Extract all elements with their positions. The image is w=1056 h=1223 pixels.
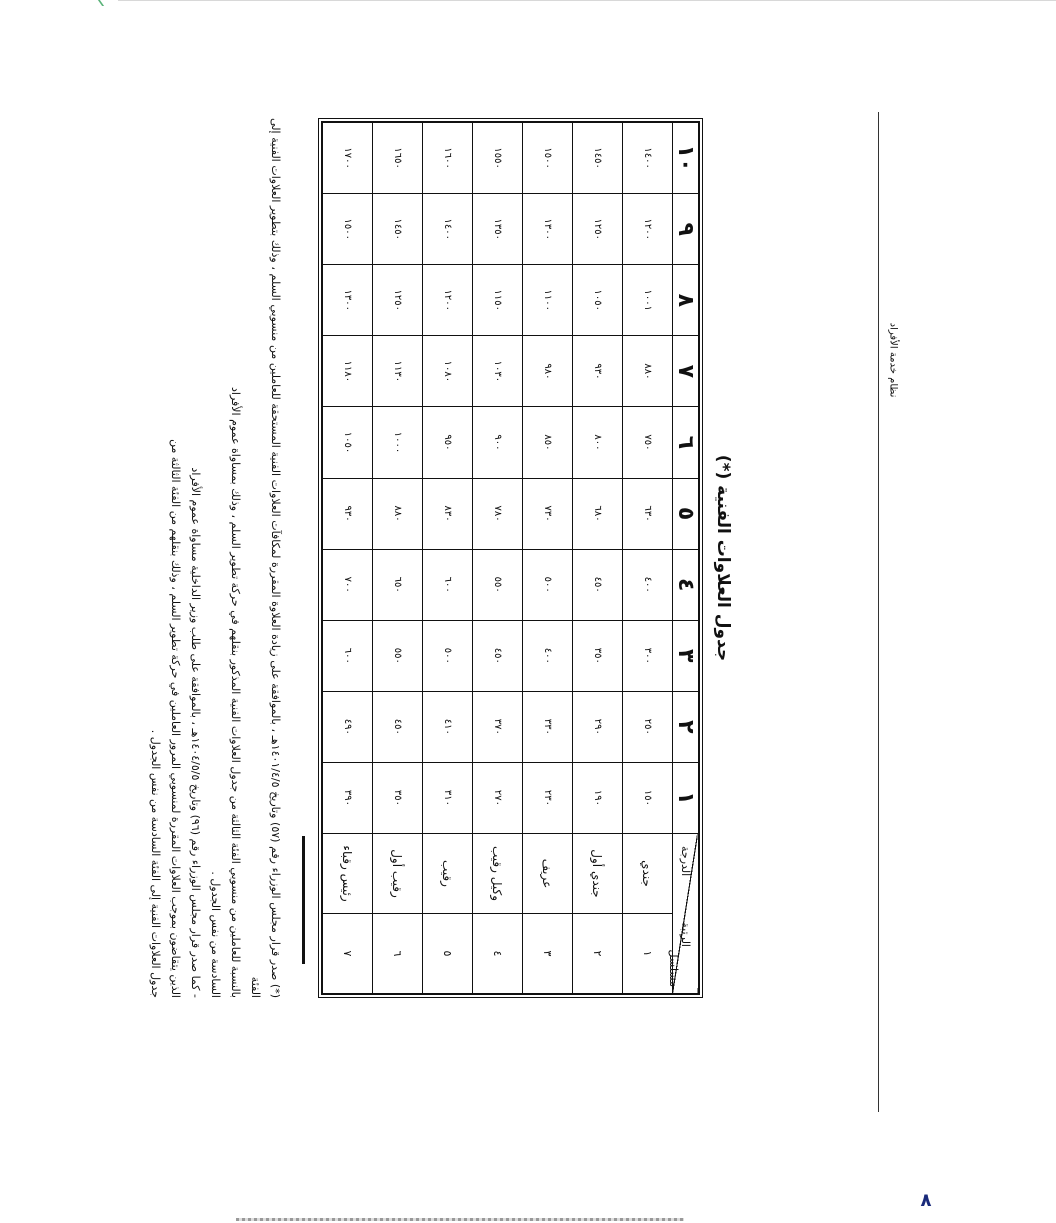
allowance-value-cell: ٣٧٠ (473, 691, 523, 762)
row-seq-cell: ٤ (473, 914, 523, 994)
allowance-value-cell: ٩٨٠ (523, 336, 573, 407)
running-header-text: نظام خدمة الأفراد (887, 322, 899, 398)
row-seq-cell: ٧ (323, 914, 373, 994)
allowance-value-cell: ٦٠٠ (323, 620, 373, 691)
grade-header: ٨ (673, 265, 699, 336)
grade-header: ١ (673, 762, 699, 833)
allowance-value-cell: ٦٣٠ (623, 478, 673, 549)
running-header (886, 322, 900, 398)
allowance-value-cell: ٥٥٠ (373, 620, 423, 691)
row-seq-cell: ٢ (573, 914, 623, 994)
allowances-grid (322, 122, 699, 994)
table-row (523, 123, 573, 994)
allowance-value-cell: ٤٥٠ (373, 691, 423, 762)
allowance-value-cell: ٢٣٠ (523, 762, 573, 833)
allowance-value-cell: ٥٠٠ (523, 549, 573, 620)
grade-header: ٥ (673, 478, 699, 549)
allowance-value-cell: ١٠٨٠ (423, 336, 473, 407)
allowance-value-cell: ١٠٥٠ (573, 265, 623, 336)
allowance-value-cell: ٨٣٠ (423, 478, 473, 549)
allowance-value-cell: ١٣٥٠ (473, 194, 523, 265)
grade-header: ٦ (673, 407, 699, 478)
allowance-value-cell: ١٧٠٠ (323, 123, 373, 194)
allowance-value-cell: ١٤٠٠ (623, 123, 673, 194)
corner-check-mark (98, 0, 116, 6)
page-content (145, 118, 745, 998)
row-seq-cell: ١ (623, 914, 673, 994)
corner-rank-label: الرتبة (679, 922, 692, 947)
grade-header: ٣ (673, 620, 699, 691)
corner-grade-label: الدرجة (679, 846, 692, 877)
grade-header: ٤ (673, 549, 699, 620)
allowance-value-cell: ١٠٠٠ (373, 407, 423, 478)
allowance-value-cell: ١٠٠١ (623, 265, 673, 336)
allowance-value-cell: ١٥٠٠ (323, 194, 373, 265)
table-row (323, 123, 373, 994)
footnote-line: (*) صدر قرار مجلس الوزراء رقم (٥٧) وتاريخ ١٤٠١/٤/٥هـ ، بالموافقة على زيادة العلاوة المقررة لمكافآت العلاوات الفنية المستحقة للعاملين من منسوبي السلم ، وذلك بتطوير العلاوات الفنية إلى الفئة (249, 118, 282, 999)
corner-header-cell (667, 834, 699, 994)
row-seq-cell: ٣ (523, 914, 573, 994)
allowance-value-cell: ٨٨٠ (623, 336, 673, 407)
top-rule (118, 0, 1056, 1)
row-rank-cell: جندي (623, 834, 673, 914)
allowance-value-cell: ١٥٠٠ (523, 123, 573, 194)
footnote-line: جدول العلاوات الفنية إلى الفئة السادسة من نفس الجدول . (149, 729, 162, 998)
allowance-value-cell: ٣١٠ (423, 762, 473, 833)
allowance-value-cell: ١٤٥٠ (573, 123, 623, 194)
allowance-value-cell: ١٢٠٠ (623, 194, 673, 265)
table-row (473, 123, 523, 994)
allowance-value-cell: ٨٨٠ (373, 478, 423, 549)
allowance-value-cell: ١٠٣٠ (473, 336, 523, 407)
allowance-value-cell: ٤٥٠ (573, 549, 623, 620)
row-rank-cell: عريف (523, 834, 573, 914)
allowance-value-cell: ٤٥٠ (473, 620, 523, 691)
allowance-value-cell: ١٥٥٠ (473, 123, 523, 194)
allowance-value-cell: ٢٥٠ (623, 691, 673, 762)
rotated-page-body (145, 118, 745, 998)
table-row (573, 123, 623, 994)
footnote-line: الذين يتقاضون بموجب العلاوات المقررة لمنسوبي المرور العاملين في حركة تطوير السلم ، وذلك بنقلهم من الفئة الثالثة من (169, 439, 182, 998)
table-title: جدول العلاوات الفنية (*) (713, 454, 733, 662)
allowance-value-cell: ١٢٠٠ (423, 265, 473, 336)
grade-header: ٢ (673, 691, 699, 762)
allowance-value-cell: ٣٥٠ (573, 620, 623, 691)
table-body (323, 123, 673, 994)
allowance-value-cell: ٢٧٠ (473, 762, 523, 833)
allowance-value-cell: ٤٠٠ (523, 620, 573, 691)
allowance-value-cell: ١٤٠٠ (423, 194, 473, 265)
allowance-value-cell: ٥٠٠ (423, 620, 473, 691)
allowance-value-cell: ١٢٥٠ (573, 194, 623, 265)
notes-divider (302, 836, 305, 964)
allowance-value-cell: ٣٠٠ (623, 620, 673, 691)
allowance-value-cell: ٩٣٠ (573, 336, 623, 407)
allowance-value-cell: ٩٥٠ (423, 407, 473, 478)
table-row (623, 123, 673, 994)
row-rank-cell: رقيب (423, 834, 473, 914)
table-row (373, 123, 423, 994)
allowance-value-cell: ٦٨٠ (573, 478, 623, 549)
allowance-value-cell: ١١٣٠ (373, 336, 423, 407)
allowance-value-cell: ٦٠٠ (423, 549, 473, 620)
allowance-value-cell: ٣٥٠ (373, 762, 423, 833)
footnote-line: - كما صدر قرار مجلس الوزراء رقم (٩٦) وتاريخ ١٤٠٤/٥/٥هـ ، بالموافقة على طلب وزير الداخلية مساواة عموم الأفراد (189, 467, 202, 998)
table-row (423, 123, 473, 994)
corner-seq-label: مسلسل (667, 949, 680, 987)
row-rank-cell: جندي أول (573, 834, 623, 914)
allowance-value-cell: ٥٥٠ (473, 549, 523, 620)
allowance-value-cell: ٤٠٠ (623, 549, 673, 620)
allowance-value-cell: ٩٣٠ (323, 478, 373, 549)
allowance-value-cell: ٧٨٠ (473, 478, 523, 549)
allowance-value-cell: ٤١٠ (423, 691, 473, 762)
allowances-table (318, 118, 703, 998)
allowance-value-cell: ١٢٥٠ (373, 265, 423, 336)
row-rank-cell: رقيب أول (373, 834, 423, 914)
allowance-value-cell: ٨٠٠ (573, 407, 623, 478)
allowance-value-cell: ١٥٠ (623, 762, 673, 833)
grade-header: ١٠ (673, 123, 699, 194)
allowance-value-cell: ٤٩٠ (323, 691, 373, 762)
allowance-value-cell: ٧٥٠ (623, 407, 673, 478)
allowance-value-cell: ٨٥٠ (523, 407, 573, 478)
allowance-value-cell: ٦٥٠ (373, 549, 423, 620)
grade-header: ٩ (673, 194, 699, 265)
page-number: ٨ (920, 1190, 932, 1211)
allowance-value-cell: ١١٠٠ (523, 265, 573, 336)
allowance-value-cell: ١٣٠٠ (323, 265, 373, 336)
allowance-value-cell: ١٦٥٠ (373, 123, 423, 194)
footnote-line: السادسة من نفس الجدول . (209, 871, 222, 998)
footnote-line: بالنسبة للعاملين من منسوبي الفئة الثالثة من جدول العلاوات الفنية المذكور بنقلهم في حركة تطوير السلم ، وذلك بمساواة عموم الأفراد (229, 386, 242, 998)
allowance-value-cell: ٩٠٠ (473, 407, 523, 478)
allowance-value-cell: ١١٥٠ (473, 265, 523, 336)
footnotes (145, 118, 285, 998)
allowance-value-cell: ١٠٥٠ (323, 407, 373, 478)
allowance-value-cell: ٧٠٠ (323, 549, 373, 620)
grade-header: ٧ (673, 336, 699, 407)
allowance-value-cell: ١٣٠٠ (523, 194, 573, 265)
allowance-value-cell: ١٦٠٠ (423, 123, 473, 194)
row-rank-cell: رئيس رقباء (323, 834, 373, 914)
row-seq-cell: ٦ (373, 914, 423, 994)
allowance-value-cell: ٢٩٠ (573, 691, 623, 762)
bottom-rule (236, 1218, 684, 1221)
row-rank-cell: وكيل رقيب (473, 834, 523, 914)
header-rule (878, 112, 879, 1112)
table-header-row (673, 123, 699, 994)
allowance-value-cell: ١١٨٠ (323, 336, 373, 407)
allowance-value-cell: ٧٣٠ (523, 478, 573, 549)
allowance-value-cell: ١٩٠ (573, 762, 623, 833)
allowance-value-cell: ٣٣٠ (523, 691, 573, 762)
allowance-value-cell: ٣٩٠ (323, 762, 373, 833)
row-seq-cell: ٥ (423, 914, 473, 994)
allowance-value-cell: ١٤٥٠ (373, 194, 423, 265)
